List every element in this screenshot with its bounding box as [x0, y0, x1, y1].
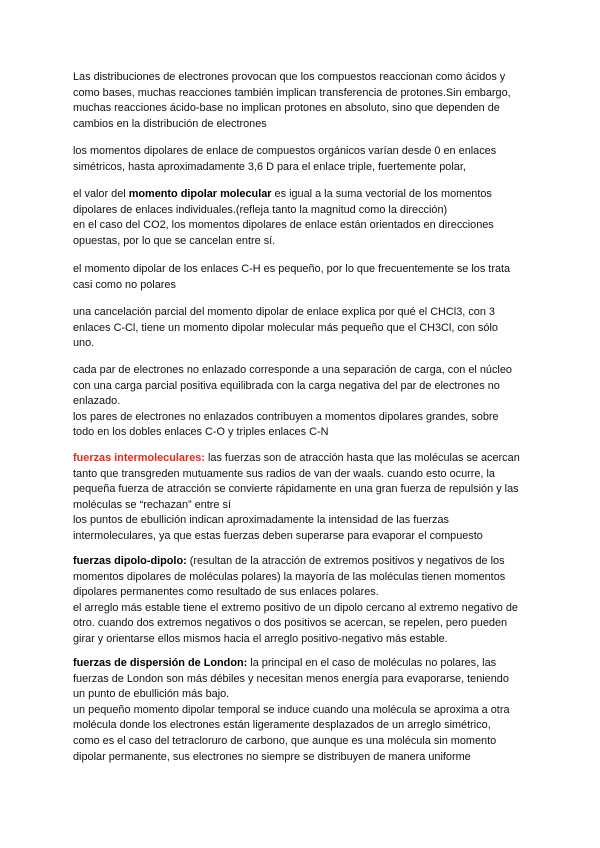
- text-line: dipolares permanentes como resultado de sus enlaces polares.: [73, 586, 379, 599]
- text-line: cambios en la distribución de electrones: [73, 117, 267, 130]
- text-line: con una carga parcial positiva equilibrada con la carga negativa del par de electrones no: [73, 379, 500, 392]
- text-line: un punto de ebullición más bajo.: [73, 688, 230, 701]
- paragraph-partial-cancellation: [73, 305, 543, 352]
- paragraph-intermolecular-forces: [73, 451, 543, 545]
- text-run: el valor del: [73, 188, 129, 200]
- text-run: la principal en el caso de moléculas no polares, las: [247, 657, 497, 669]
- text-line: en el caso del CO2, los momentos dipolares de enlace están orientados en direcciones: [73, 219, 494, 232]
- paragraph-bond-dipole-moments: [73, 144, 543, 175]
- text-line: opuestas, por lo que se cancelan entre sí.: [73, 234, 276, 247]
- text-line: otro. cuando dos extremos negativos o dos positivos se acercan, se repelen, pero pueden: [73, 617, 508, 630]
- text-line: [73, 187, 543, 203]
- paragraph-dipole-dipole: [73, 554, 543, 648]
- paragraph-nonbonding-pairs: [73, 363, 543, 441]
- text-line: un pequeño momento dipolar temporal se induce cuando una molécula se aproxima a otra: [73, 703, 510, 716]
- text-line: fuerzas de London son más débiles y necesitan menos energía para evaporarse, teniendo: [73, 672, 509, 685]
- text-run: las fuerzas son de atracción hasta que las moléculas se acercan: [204, 452, 520, 464]
- text-line: el momento dipolar de los enlaces C-H es pequeño, por lo que frecuentemente se los trata: [73, 263, 511, 275]
- text-line: uno.: [73, 337, 95, 350]
- text-line: como bases, muchas reacciones también implican transferencia de protones.Sin embargo,: [73, 86, 511, 99]
- heading-fuerzas-dipolo-dipolo: fuerzas dipolo-dipolo:: [73, 555, 187, 567]
- text-line: pequeña fuerza de atracción se convierte rápidamente en una gran fuerza de repulsión y las: [73, 483, 519, 496]
- text-line: cada par de electrones no enlazado corresponde a una separación de carga, con el núcleo: [73, 364, 512, 376]
- text-line: [73, 451, 543, 467]
- text-line: intermoleculares, ya que estas fuerzas deben superarse para evaporar el compuesto: [73, 529, 483, 542]
- text-line: dipolar permanente, sus electrones no siempre se distribuyen de manera uniforme: [73, 750, 471, 763]
- text-line: enlazado.: [73, 395, 121, 408]
- text-line: muchas reacciones ácido-base no implican protones en absoluto, sino que dependen de: [73, 102, 500, 115]
- text-line: casi como no polares: [73, 278, 176, 291]
- text-line: los puntos de ebullición indican aproximadamente la intensidad de las fuerzas: [73, 514, 449, 527]
- text-line: Las distribuciones de electrones provocan que los compuestos reaccionan como ácidos y: [73, 71, 506, 83]
- text-line: el arreglo más estable tiene el extremo positivo de un dipolo cercano al extremo negativo de: [73, 601, 518, 614]
- text-line: dipolares de enlaces individuales.(refleja tanto la magnitud como la dirección): [73, 203, 448, 216]
- heading-fuerzas-intermoleculares: fuerzas intermoleculares:: [73, 452, 205, 464]
- text-line: los pares de electrones no enlazados contribuyen a momentos dipolares grandes, sobre: [73, 410, 499, 423]
- paragraph-electron-distribution: [73, 70, 543, 132]
- text-line: enlaces C-Cl, tiene un momento dipolar molecular más pequeño que el CH3Cl, con sólo: [73, 321, 498, 334]
- text-line: tanto que transgreden mutuamente sus radios de van der waals. cuando esto ocurre, la: [73, 467, 495, 480]
- text-line: [73, 656, 543, 672]
- term-momento-dipolar: momento dipolar molecular: [128, 188, 272, 200]
- text-run: es igual a la suma vectorial de los momentos: [271, 188, 492, 200]
- text-line: una cancelación parcial del momento dipolar de enlace explica por qué el CHCl3, con 3: [73, 306, 495, 318]
- text-line: girar y orientarse ellos mismos hacia el arreglo positivo-negativo más estable.: [73, 632, 448, 645]
- text-line: [73, 554, 543, 570]
- text-line: simétricos, hasta aproximadamente 3,6 D para el enlace triple, fuertemente polar,: [73, 160, 466, 173]
- heading-fuerzas-london: fuerzas de dispersión de London:: [73, 657, 248, 669]
- text-line: molécula donde los electrones están ligeramente desplazados de un arreglo simétrico,: [73, 719, 491, 732]
- paragraph-ch-bonds: [73, 262, 543, 293]
- text-line: momentos dipolares de moléculas polares) la mayoría de las moléculas tienen momentos: [73, 570, 506, 583]
- text-run: (resultan de la atracción de extremos positivos y negativos de los: [186, 555, 505, 567]
- text-line: moléculas se “rechazan” entre sí: [73, 498, 231, 511]
- text-line: todo en los dobles enlaces C-O y triples enlaces C-N: [73, 426, 329, 439]
- text-line: como es el caso del tetracloruro de carbono, que aunque es una molécula sin momento: [73, 734, 497, 747]
- paragraph-london-dispersion: [73, 656, 543, 765]
- text-line: los momentos dipolares de enlace de compuestos orgánicos varían desde 0 en enlaces: [73, 145, 497, 157]
- paragraph-molecular-dipole: [73, 187, 543, 249]
